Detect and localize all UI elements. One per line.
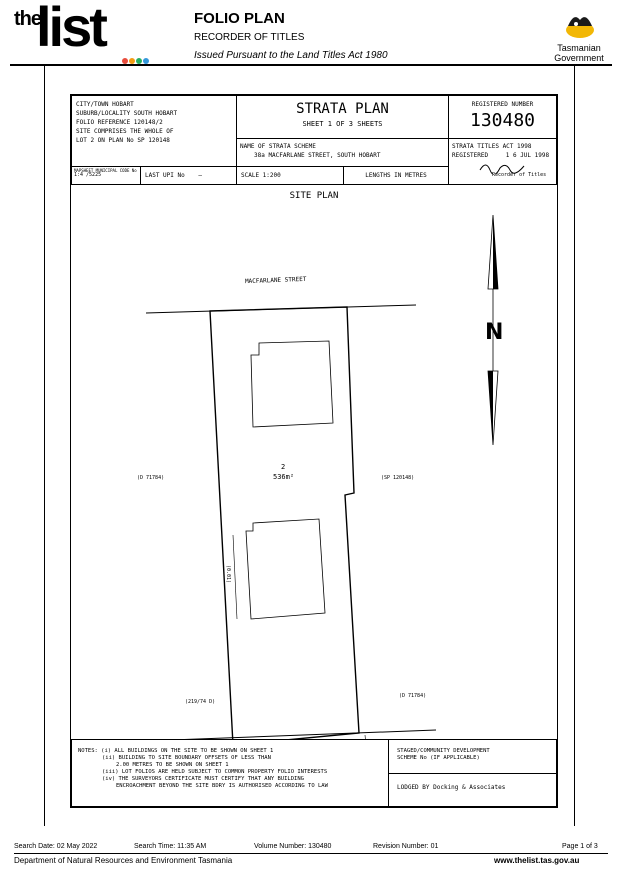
page-subtitle: RECORDER OF TITLES	[194, 32, 305, 43]
site-plan-heading: SITE PLAN	[289, 191, 339, 201]
page-number: Page 1 of 3	[562, 843, 598, 850]
logo-list-text: list	[36, 0, 105, 58]
lot-area: 536m²	[273, 473, 295, 481]
title-block	[236, 95, 449, 139]
north-arrow-icon	[485, 215, 503, 445]
registration-block: STRATA TITLES ACT 1998 REGISTERED 1 6 JUL 1998 Recorder of Titles	[448, 138, 557, 185]
svg-text:N: N	[485, 320, 504, 345]
adjoining-title-right: (SP 120148)	[381, 475, 415, 481]
volume-number: Volume Number: 130480	[254, 843, 332, 850]
header-rule	[10, 64, 612, 66]
lengths-block: LENGTHS IN METRES	[343, 166, 449, 185]
strata-plan-sheet	[70, 94, 558, 808]
website-link[interactable]: www.thelist.tas.gov.au	[494, 856, 580, 865]
dimension-label: (0.01)	[225, 564, 232, 584]
document-edge-left	[44, 66, 45, 826]
document-edge-right	[574, 66, 575, 826]
act-reference: Issued Pursuant to the Land Titles Act 1980	[194, 50, 388, 61]
building-outline	[251, 341, 333, 427]
scale-block: SCALE 1:200	[236, 166, 344, 185]
registered-number-block: REGISTERED NUMBER 130480	[448, 95, 557, 139]
adjoining-title-left: (D 71784)	[137, 475, 165, 481]
notes-block: NOTES: (i) ALL BUILDINGS ON THE SITE TO BE SHOWN ON SHEET 1 (ii) BUILDING TO SITE BOUNDARY OFFSETS OF LESS THAN 2.00 METRES TO BE SHOWN ON SHEET 1 (iii) LOT FOLIOS ARE HELD SUBJECT TO COMMON PROPERTY FOLIO INTERESTS (iv) THE SURVEYORS CERTIFICATE MUST CERTIFY THAT ANY BUILDING ENCROACHMENT BEYOND THE SITE BDRY IS AUTHORISED ACCORDING TO LAW	[71, 739, 389, 807]
department-name: Department of Natural Resources and Environment Tasmania	[14, 856, 233, 865]
building-outline	[246, 519, 325, 619]
logo-the-text: the	[14, 8, 41, 30]
registered-date: 1 6 JUL 1998	[505, 152, 550, 159]
lot-boundary	[210, 307, 359, 740]
adjoining-title-bottom-left: (219/74 D)	[185, 699, 216, 705]
staged-development-block: STAGED/COMMUNITY DEVELOPMENT SCHEME No (IF APPLICABLE)	[388, 739, 557, 774]
footer-rule	[14, 853, 608, 854]
lot-number: 2	[281, 463, 286, 471]
location-block: CITY/TOWN HOBART SUBURB/LOCALITY SOUTH HOBART FOLIO REFERENCE 120148/2 SITE COMPRISES THE WHOLE OF LOT 2 ON PLAN No SP 120148	[71, 95, 237, 167]
registered-number: 130480	[469, 110, 536, 131]
plan-title: STRATA PLAN	[296, 101, 389, 117]
scheme-block: NAME OF STRATA SCHEME 38a MACFARLANE STREET, SOUTH HOBART	[236, 138, 449, 167]
lodged-by-block: LODGED BY Docking & Associates	[388, 773, 557, 807]
adjoining-title-bottom-right: (D 71784)	[399, 693, 427, 699]
tasmanian-devil-logo-icon	[560, 6, 600, 42]
upi-block: LAST UPI No —	[140, 166, 237, 185]
street-name: MACFARLANE STREET	[244, 275, 307, 286]
site-plan-drawing	[71, 195, 557, 740]
search-date: Search Date: 02 May 2022	[14, 843, 98, 850]
search-time: Search Time: 11:35 AM	[134, 843, 207, 850]
revision-number: Revision Number: 01	[373, 843, 439, 850]
page-title: FOLIO PLAN	[194, 10, 285, 27]
government-name: Tasmanian Government	[554, 43, 604, 63]
logo-dots	[122, 51, 150, 69]
dimension-line	[233, 535, 237, 619]
sheet-number: SHEET 1 OF 3 SHEETS	[302, 120, 383, 128]
mapsheet-block: MAPSHEET MUNICIPAL CODE No 1:4 /5225	[71, 166, 141, 185]
